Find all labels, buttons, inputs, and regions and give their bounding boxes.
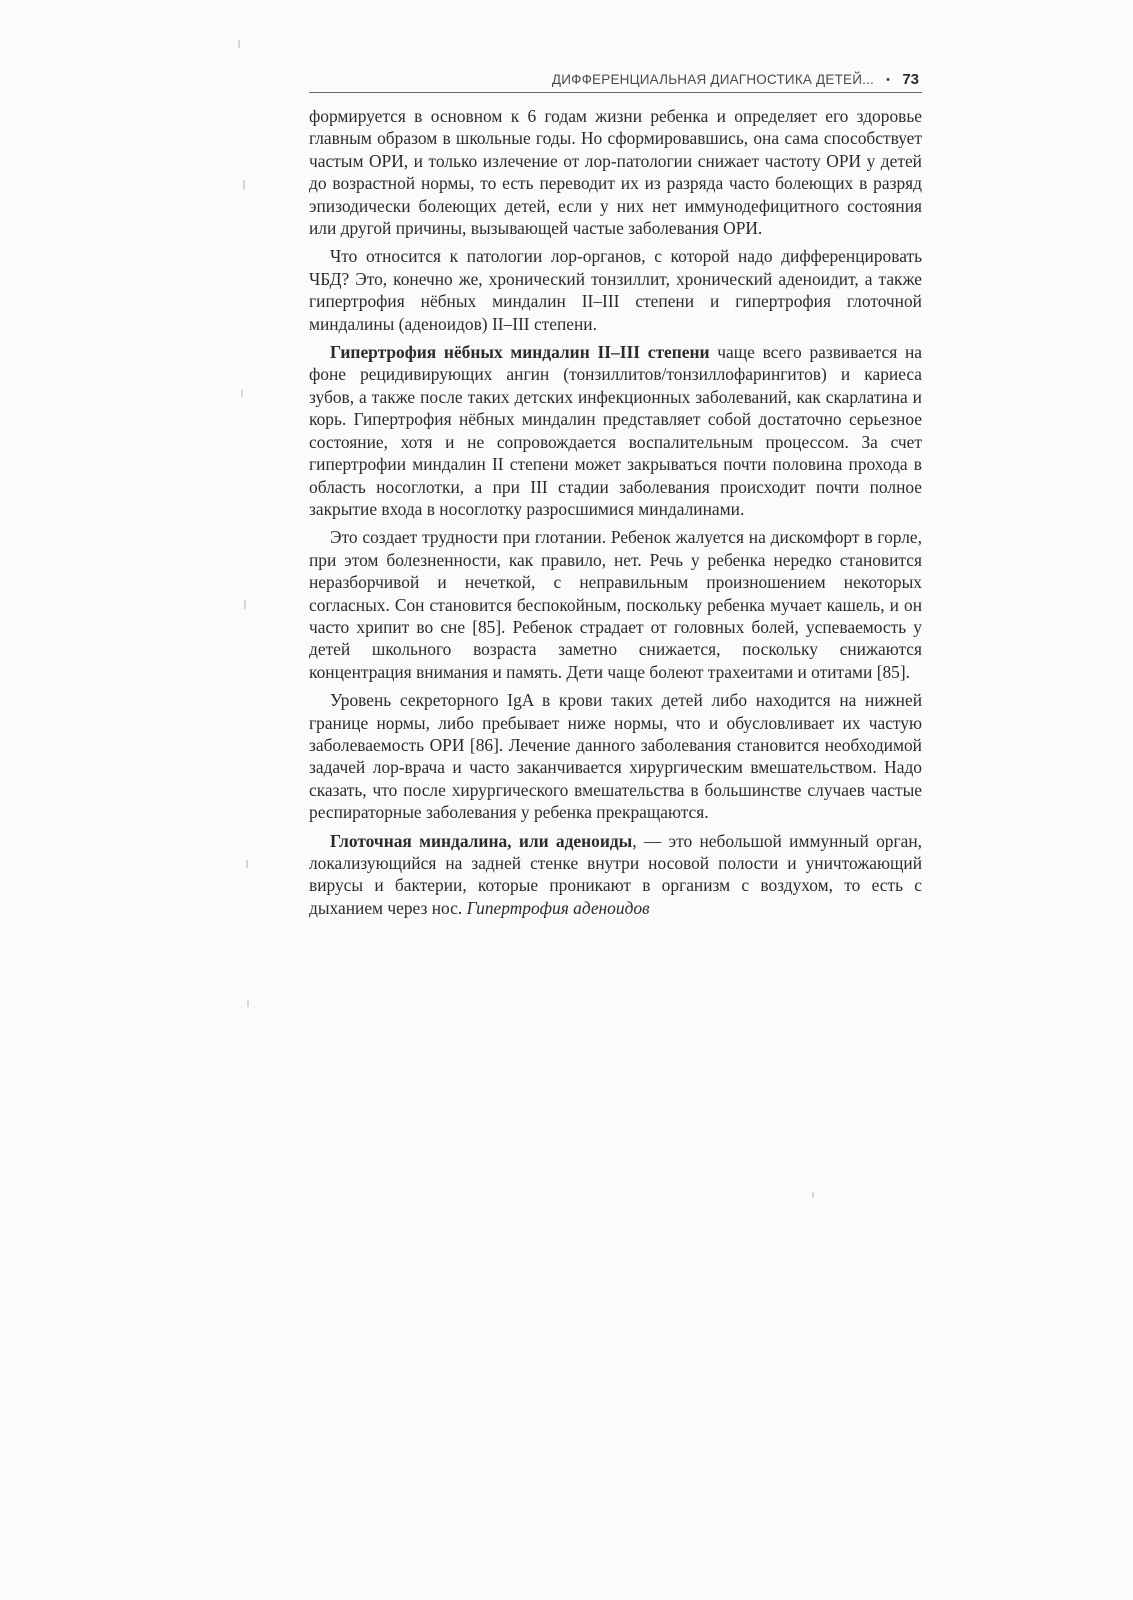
paragraph-1-text: формируется в основном к 6 годам жизни ребенка и определяет его здоровье главным образом в школьные годы. Но сформировавшись, она сама способствует частым ОРИ, и только излечение от лор-патологии снижает частоту ОРИ у детей до возрастной нормы, то есть переводит их из разряда часто болеющих в разряд эпизодически болеющих детей, если у них нет иммунодефицитного состояния или другой причины, вызывающей частые заболевания ОРИ. [309,106,922,239]
paragraph-3-text: чаще всего развивается на фоне рецидивирующих ангин (тонзиллитов/тонзиллофарингитов) и кариеса зубов, а также после таких детских инфекционных заболеваний, как скарлатина и корь. Гипертрофия нёбных миндалин представляет собой достаточно серьезное состояние, хотя и не сопровождается воспалительным процессом. За счет гипертрофии миндалин II степени может закрываться почти половина прохода в область носоглотки, а при III стадии заболевания происходит почти полное закрытие входа в носоглотку разросшимися миндалинами. [309,342,922,519]
paragraph-4-text: Это создает трудности при глотании. Ребенок жалуется на дискомфорт в горле, при этом болезненности, как правило, нет. Речь у ребенка нередко становится неразборчивой и нечеткой, с неправильным произношением некоторых согласных. Сон становится беспокойным, поскольку ребенка мучает кашель, и он часто хрипит во сне [85]. Ребенок страдает от головных болей, успеваемость у детей школьного возраста заметно снижается, поскольку снижаются концентрация внимания и память. Дети чаще болеют трахеитами и отитами [85]. [309,527,922,682]
paragraph-2 [309,245,922,335]
paragraph-6-italic: Гипертрофия аденоидов [466,897,650,918]
scan-speck [244,600,246,609]
paragraph-5 [309,689,922,823]
paragraph-6 [309,830,922,920]
scan-speck [243,180,245,190]
running-header [309,70,922,93]
body-text [309,105,922,919]
paragraph-6-text: , — это небольшой иммунный орган, локализующийся на задней стенке внутри носовой полости и уничтожающий вирусы и бактерии, которые проникают в организм с воздухом, то есть с дыханием через нос. [309,830,922,918]
paragraph-3 [309,341,922,520]
paragraph-4 [309,526,922,683]
page-number: 73 [902,71,919,88]
scan-speck [812,1192,814,1198]
paragraph-1 [309,105,922,239]
scan-speck [246,860,248,868]
paragraph-6-term: Глоточная миндалина, или аденоиды [330,830,633,851]
paragraph-5-text: Уровень секреторного IgA в крови таких детей либо находится на нижней границе нормы, либо пребывает ниже нормы, что и обусловливает их частую заболеваемость ОРИ [86]. Лечение данного заболевания становится необходимой задачей лор-врача и часто заканчивается хирургическим вмешательством. Надо сказать, что после хирургического вмешательства в большинстве случаев частые респираторные заболевания у ребенка прекращаются. [309,690,922,823]
paragraph-3-term: Гипертрофия нёбных миндалин II–III степени [330,342,710,363]
scan-speck [247,1000,249,1007]
header-title: ДИФФЕРЕНЦИАЛЬНАЯ ДИАГНОСТИКА ДЕТЕЙ... [551,72,874,87]
scan-speck [241,390,243,397]
scan-speck [238,40,240,48]
paragraph-2-text: Что относится к патологии лор-органов, с которой надо дифференцировать ЧБД? Это, конечно же, хронический тонзиллит, хронический аденоидит, а также гипертрофия нёбных миндалин II–III степени и гипертрофия глоточной миндалины (аденоидов) II–III степени. [309,246,922,334]
bullet-icon: • [886,74,890,86]
